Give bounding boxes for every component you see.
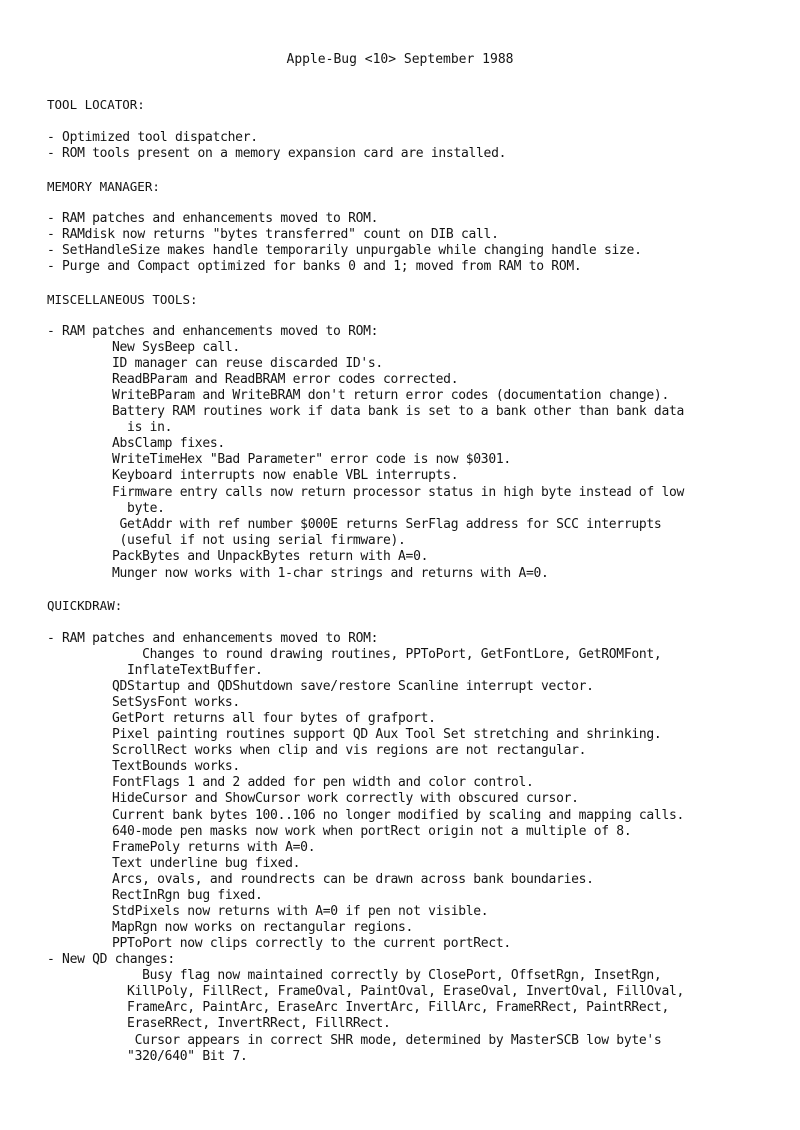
list-item: Text underline bug fixed.: [112, 856, 301, 871]
list-item: (useful if not using serial firmware).: [112, 533, 406, 548]
list-intro: - RAM patches and enhancements moved to ROM:: [47, 631, 379, 646]
list-item: Pixel painting routines support QD Aux Tool Set stretching and shrinking.: [112, 727, 662, 742]
list-item: StdPixels now returns with A=0 if pen not visible.: [112, 904, 489, 919]
section-heading-memory-manager: MEMORY MANAGER:: [47, 179, 160, 194]
list-item: HideCursor and ShowCursor work correctly with obscured cursor.: [112, 791, 579, 806]
list-item: ReadBParam and ReadBRAM error codes corrected.: [112, 372, 459, 387]
list-item: - Optimized tool dispatcher.: [47, 130, 258, 145]
list-item: Changes to round drawing routines, PPToPort, GetFontLore, GetROMFont,: [112, 647, 662, 662]
list-item: 640-mode pen masks now work when portRect origin not a multiple of 8.: [112, 824, 632, 839]
list-item: PackBytes and UnpackBytes return with A=0.: [112, 549, 429, 564]
list-item: WriteTimeHex "Bad Parameter" error code is now $0301.: [112, 452, 511, 467]
list-item: FramePoly returns with A=0.: [112, 840, 316, 855]
list-item: Battery RAM routines work if data bank is set to a bank other than bank data: [112, 404, 685, 419]
list-item: KillPoly, FillRect, FrameOval, PaintOval, EraseOval, InvertOval, FillOval,: [112, 984, 685, 999]
list-item: ScrollRect works when clip and vis regions are not rectangular.: [112, 743, 587, 758]
list-item: QDStartup and QDShutdown save/restore Scanline interrupt vector.: [112, 679, 594, 694]
list-item: Firmware entry calls now return processor status in high byte instead of low: [112, 485, 685, 500]
list-item: Current bank bytes 100..106 no longer modified by scaling and mapping calls.: [112, 808, 685, 823]
list-item: FontFlags 1 and 2 added for pen width and color control.: [112, 775, 534, 790]
list-item: Munger now works with 1-char strings and returns with A=0.: [112, 566, 549, 581]
list-item: GetPort returns all four bytes of grafport.: [112, 711, 436, 726]
list-item: PPToPort now clips correctly to the current portRect.: [112, 936, 511, 951]
list-item: "320/640" Bit 7.: [112, 1049, 248, 1064]
list-item: - ROM tools present on a memory expansion card are installed.: [47, 146, 507, 161]
list-item: - Purge and Compact optimized for banks 0 and 1; moved from RAM to ROM.: [47, 259, 582, 274]
list-item: byte.: [112, 501, 165, 516]
list-item: AbsClamp fixes.: [112, 436, 225, 451]
list-item: SetSysFont works.: [112, 695, 240, 710]
list-intro: - New QD changes:: [47, 952, 175, 967]
list-item: TextBounds works.: [112, 759, 240, 774]
list-item: FrameArc, PaintArc, EraseArc InvertArc, FillArc, FrameRRect, PaintRRect,: [112, 1000, 669, 1015]
list-item: - RAMdisk now returns "bytes transferred" count on DIB call.: [47, 227, 499, 242]
list-intro: - RAM patches and enhancements moved to ROM:: [47, 324, 379, 339]
section-heading-quickdraw: QUICKDRAW:: [47, 598, 123, 613]
list-item: InflateTextBuffer.: [112, 663, 263, 678]
list-item: EraseRRect, InvertRRect, FillRRect.: [112, 1016, 391, 1031]
list-item: GetAddr with ref number $000E returns SerFlag address for SCC interrupts: [112, 517, 662, 532]
list-item: Cursor appears in correct SHR mode, determined by MasterSCB low byte's: [112, 1033, 662, 1048]
section-heading-misc-tools: MISCELLANEOUS TOOLS:: [47, 292, 198, 307]
list-item: - SetHandleSize makes handle temporarily unpurgable while changing handle size.: [47, 243, 642, 258]
list-item: Arcs, ovals, and roundrects can be drawn across bank boundaries.: [112, 872, 594, 887]
list-item: MapRgn now works on rectangular regions.: [112, 920, 414, 935]
list-item: ID manager can reuse discarded ID's.: [112, 356, 383, 371]
list-item: New SysBeep call.: [112, 340, 240, 355]
list-item: Busy flag now maintained correctly by ClosePort, OffsetRgn, InsetRgn,: [112, 968, 662, 983]
section-heading-tool-locator: TOOL LOCATOR:: [47, 97, 145, 112]
list-item: RectInRgn bug fixed.: [112, 888, 263, 903]
list-item: WriteBParam and WriteBRAM don't return error codes (documentation change).: [112, 388, 669, 403]
list-item: is in.: [112, 420, 173, 435]
page-header: Apple-Bug <10> September 1988: [286, 52, 514, 67]
list-item: Keyboard interrupts now enable VBL interrupts.: [112, 468, 459, 483]
list-item: - RAM patches and enhancements moved to ROM.: [47, 211, 379, 226]
